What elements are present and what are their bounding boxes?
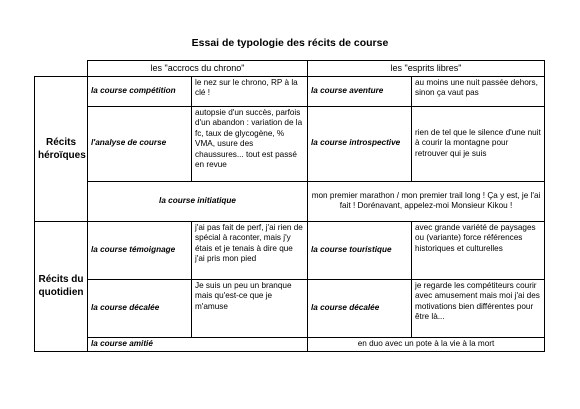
row-desc-decalee-right: je regarde les compétiteurs courir avec amusement mais moi j'ai des motivations bien différentes pour être là... [412,279,545,337]
row-label-temoignage: la course témoignage [88,221,192,279]
row-desc-analyse: autopsie d'un succès, parfois d'un abandon : variation de la fc, taux de glycogène, % VMA, usure des chaussures... tout est passé en revue [192,106,308,181]
row-desc-initiatique: mon premier marathon / mon premier trail long ! Ça y est, je l'ai fait ! Dorénavant, appelez-moi Monsieur Kikou ! [308,181,545,221]
row-desc-introspective: rien de tel que le silence d'une nuit à courir la montagne pour retrouver qui je suis [412,106,545,181]
row-label-analyse: l'analyse de course [88,106,192,181]
row-desc-competition: le nez sur le chrono, RP à la clé ! [192,76,308,106]
row-desc-amitie: en duo avec un pote à la vie à la mort [308,337,545,351]
row-desc-aventure: au moins une nuit passée dehors, sinon ça vaut pas [412,76,545,106]
column-header-chrono: les "accrocs du chrono" [88,61,308,77]
row-label-introspective: la course introspective [308,106,412,181]
row-label-decalee-left: la course décalée [88,279,192,337]
page-title: Essai de typologie des récits de course [191,37,389,49]
empty-corner-cell [35,61,88,77]
row-label-competition: la course compétition [88,76,192,106]
group-quotidien: Récits du quotidien [35,221,88,351]
row-desc-touristique: avec grande variété de paysages ou (variante) force références historiques et culturelles [412,221,545,279]
row-desc-temoignage: j'ai pas fait de perf, j'ai rien de spécial à raconter, mais j'y étais et je tenais à dire que j'ai pris mon pied [192,221,308,279]
row-label-aventure: la course aventure [308,76,412,106]
group-heroiques: Récits héroïques [35,76,88,221]
row-label-amitie: la course amitié [88,337,308,351]
row-label-decalee-right: la course décalée [308,279,412,337]
row-desc-decalee-left: Je suis un peu un branque mais qu'est-ce que je m'amuse [192,279,308,337]
row-label-initiatique: la course initiatique [88,181,308,221]
column-header-libres: les "esprits libres" [308,61,545,77]
row-label-touristique: la course touristique [308,221,412,279]
typology-table [34,60,545,352]
